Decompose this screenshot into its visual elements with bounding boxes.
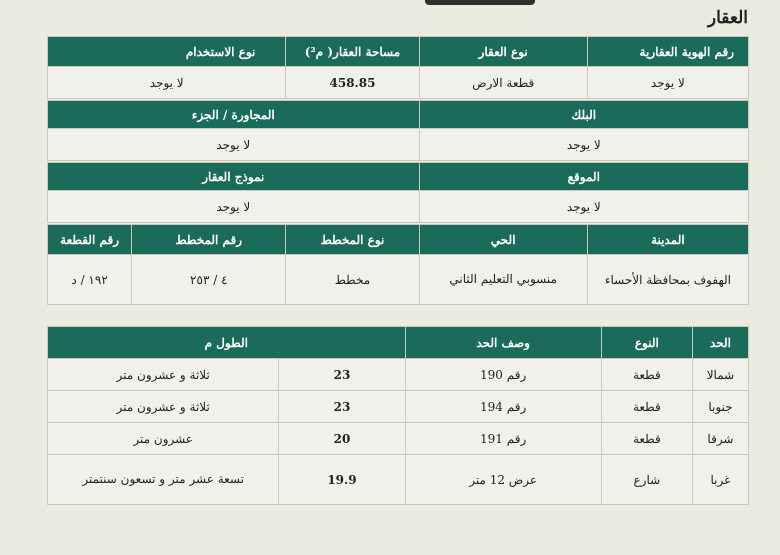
value-block: لا يوجد [419, 129, 748, 161]
value-property-type: قطعة الارض [419, 67, 587, 99]
header-boundary-side: الحد [692, 327, 748, 359]
header-block: البلك [419, 101, 748, 129]
header-plan-type: نوع المخطط [286, 225, 419, 255]
value-plot-number: ١٩٢ / د [48, 255, 132, 305]
boundary-side: شرقا [692, 423, 748, 455]
header-district: الحي [419, 225, 587, 255]
value-city: الهفوف بمحافظة الأحساء [587, 255, 748, 305]
header-plot-number: رقم القطعة [48, 225, 132, 255]
header-boundary-desc: وصف الحد [405, 327, 601, 359]
boundary-type: شارع [601, 455, 692, 505]
table-row [48, 455, 749, 505]
boundary-length-text: تسعة عشر متر و تسعون سنتمتر [48, 455, 279, 505]
header-area: مساحة العقار( م²) [286, 37, 419, 67]
top-tab-indicator [425, 0, 535, 5]
boundary-desc: عرض 12 متر [405, 455, 601, 505]
table-row [48, 359, 749, 391]
boundaries-table [47, 326, 749, 505]
value-usage-type: لا يوجد [48, 67, 286, 99]
header-plan-number: رقم المخطط [132, 225, 286, 255]
table-row [48, 423, 749, 455]
value-location: لا يوجد [419, 191, 748, 223]
header-usage-type: نوع الاستخدام [48, 37, 286, 67]
value-neighborhood-part: لا يوجد [48, 129, 420, 161]
header-boundary-length: الطول م [48, 327, 406, 359]
table-row [48, 391, 749, 423]
value-property-model: لا يوجد [48, 191, 420, 223]
boundary-length: 20 [279, 423, 405, 455]
boundary-length-text: عشرون متر [48, 423, 279, 455]
value-area: 458.85 [286, 67, 419, 99]
boundary-desc: رقم 190 [405, 359, 601, 391]
boundary-type: قطعة [601, 359, 692, 391]
boundary-desc: رقم 191 [405, 423, 601, 455]
value-property-id: لا يوجد [587, 67, 748, 99]
property-table [47, 36, 749, 305]
boundary-length-text: ثلاثة و عشرون متر [48, 359, 279, 391]
header-neighborhood-part: المجاورة / الجزء [48, 101, 420, 129]
value-plan-number: ٤ / ٢٥٣ [132, 255, 286, 305]
section-title: العقار [707, 8, 748, 28]
boundary-side: غربا [692, 455, 748, 505]
header-location: الموقع [419, 163, 748, 191]
boundary-length: 19.9 [279, 455, 405, 505]
header-property-type: نوع العقار [419, 37, 587, 67]
boundary-desc: رقم 194 [405, 391, 601, 423]
boundary-type: قطعة [601, 423, 692, 455]
value-plan-type: مخطط [286, 255, 419, 305]
boundary-length: 23 [279, 391, 405, 423]
boundary-length-text: ثلاثة و عشرون متر [48, 391, 279, 423]
boundary-side: شمالا [692, 359, 748, 391]
header-property-model: نموذج العقار [48, 163, 420, 191]
header-property-id: رقم الهوية العقارية [587, 37, 748, 67]
boundary-side: جنوبا [692, 391, 748, 423]
header-city: المدينة [587, 225, 748, 255]
value-district: منسوبي التعليم الثاني [419, 255, 587, 305]
boundary-type: قطعة [601, 391, 692, 423]
boundary-length: 23 [279, 359, 405, 391]
header-boundary-type: النوع [601, 327, 692, 359]
